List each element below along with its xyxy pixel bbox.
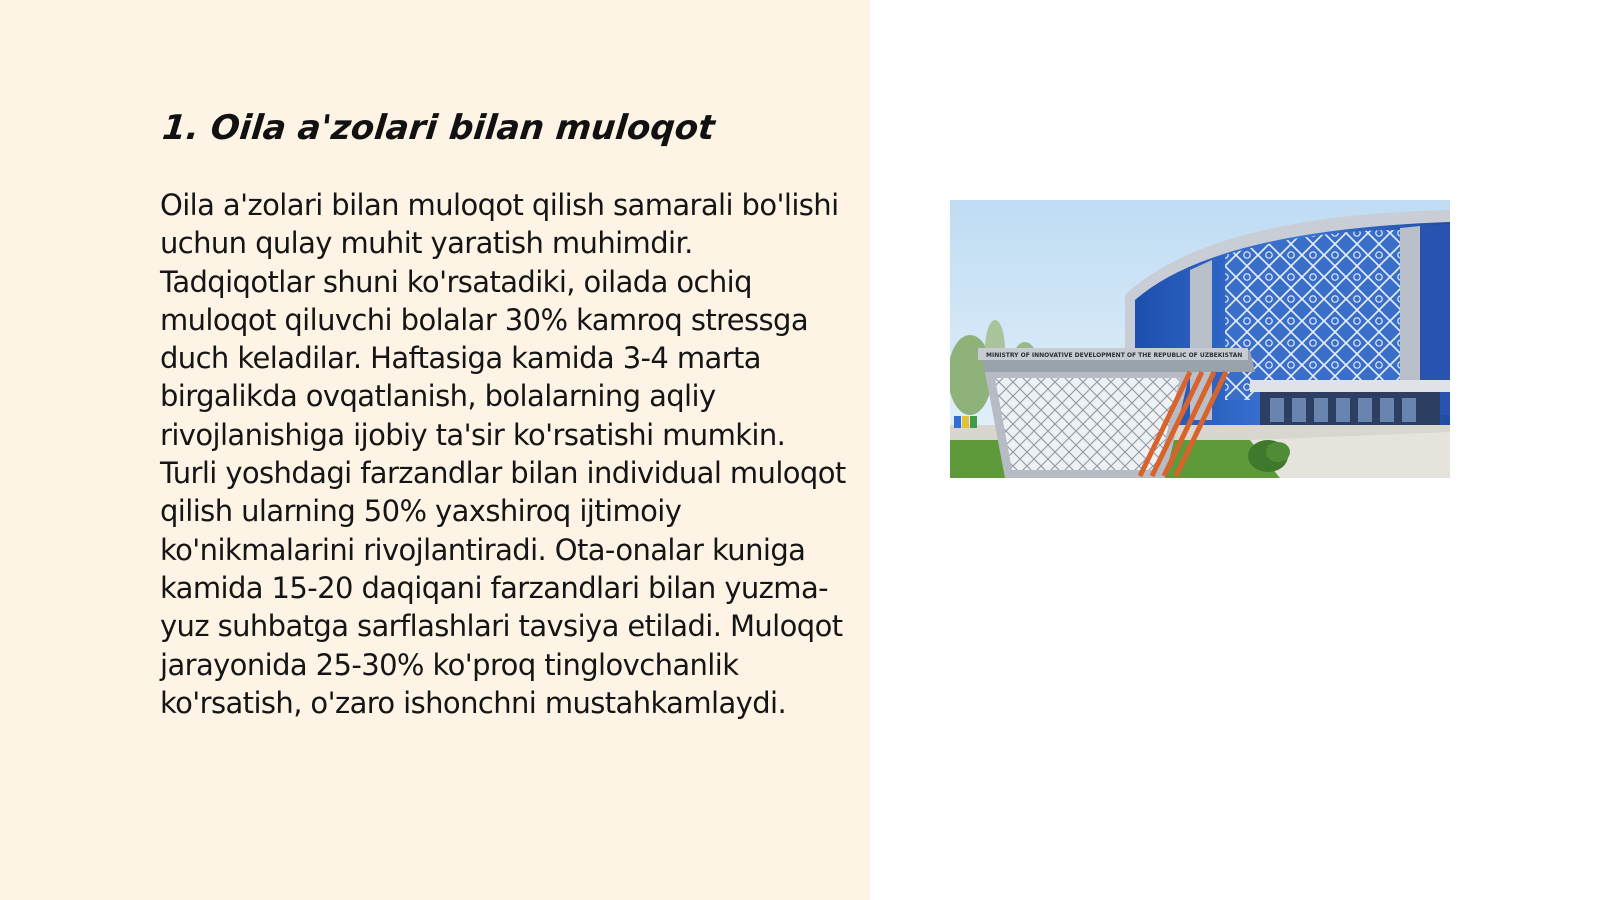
- building-photo: [950, 200, 1450, 478]
- sign-text: MINISTRY OF INNOVATIVE DEVELOPMENT OF THE REPUBLIC OF UZBEKISTAN: [986, 352, 1243, 359]
- bins: [954, 416, 977, 428]
- building-photo-illustration: [950, 200, 1450, 478]
- slide-body-text: Oila a'zolari bilan muloqot qilish samarali bo'lishi uchun qulay muhit yaratish muhimdir. Tadqiqotlar shuni ko'rsatadiki, oilada ochiq muloqot qiluvchi bolalar 30% kamroq stressga duch keladilar. Haftasiga kamida 3-4 marta birgalikda ovqatlanish, bolalarning aqliy rivojlanishiga ijobiy ta'sir ko'rsatishi mumkin. Turli yoshdagi farzandlar bilan individual muloqot qilish ularning 50% yaxshiroq ijtimoiy ko'nikmalarini rivojlantiradi. Ota-onalar kuniga kamida 15-20 daqiqani farzandlari bilan yuzma-yuz suhbatga sarflashlari tavsiya etiladi. Muloqot jarayonida 25-30% ko'proq tinglovchanlik ko'rsatish, o'zaro ishonchni mustahkamlaydi.: [160, 188, 846, 720]
- slide-heading: 1. Oila a'zolari bilan muloqot: [160, 108, 717, 148]
